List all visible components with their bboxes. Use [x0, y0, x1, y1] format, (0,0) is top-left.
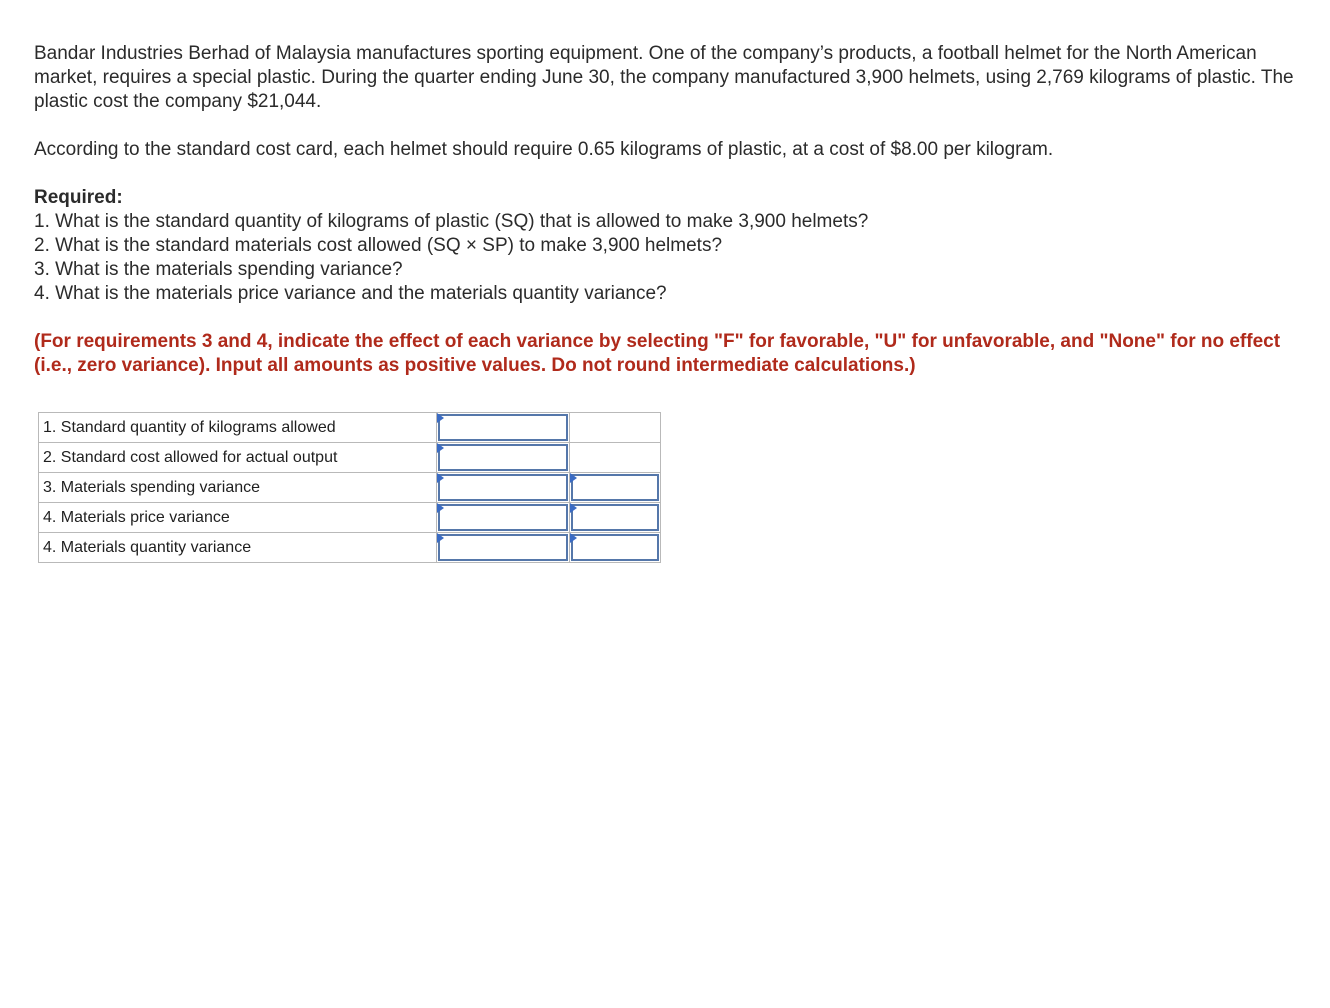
standard-cost-input[interactable] [440, 446, 566, 469]
price-variance-input[interactable] [440, 506, 566, 529]
instructions-text: (For requirements 3 and 4, indicate the effect of each variance by selecting "F" for favorable, "U" for unfavorable, and "None" for no effect (i.e., zero variance). Input all amounts as positive values. Do not round intermediate calculations.) [34, 331, 1281, 376]
problem-paragraph-1: Bandar Industries Berhad of Malaysia manufactures sporting equipment. One of the company’s products, a football helmet for the North American market, requires a special plastic. During the quarter ending June 30, the company manufactured 3,900 helmets, using 2,769 kilograms of plastic. The plastic cost the company $21,044. [34, 43, 1294, 112]
row-label: 3. Materials spending variance [39, 473, 437, 503]
effect-cell [570, 473, 661, 503]
requirement-item: 4. What is the materials price variance and the materials quantity variance? [34, 283, 667, 304]
row-label: 2. Standard cost allowed for actual output [39, 443, 437, 473]
requirement-item: 1. What is the standard quantity of kilograms of plastic (SQ) that is allowed to make 3,900 helmets? [34, 211, 869, 232]
table-row [39, 413, 661, 443]
amount-cell [437, 473, 570, 503]
spending-variance-effect-select[interactable] [573, 476, 657, 499]
quantity-variance-effect-select[interactable] [573, 536, 657, 559]
empty-cell [570, 443, 661, 473]
answer-table [38, 412, 661, 563]
row-label: 4. Materials price variance [39, 503, 437, 533]
price-variance-effect-select[interactable] [573, 506, 657, 529]
required-heading: Required: [34, 187, 123, 208]
amount-cell [437, 533, 570, 563]
amount-cell [437, 503, 570, 533]
quantity-variance-input[interactable] [440, 536, 566, 559]
row-label: 1. Standard quantity of kilograms allowed [39, 413, 437, 443]
amount-cell [437, 413, 570, 443]
table-row [39, 473, 661, 503]
table-row [39, 443, 661, 473]
effect-cell [570, 503, 661, 533]
table-row [39, 503, 661, 533]
requirement-item: 3. What is the materials spending variance? [34, 259, 403, 280]
requirements-list [34, 210, 1294, 306]
empty-cell [570, 413, 661, 443]
table-row [39, 533, 661, 563]
amount-cell [437, 443, 570, 473]
requirement-item: 2. What is the standard materials cost allowed (SQ × SP) to make 3,900 helmets? [34, 235, 723, 256]
problem-paragraph-2: According to the standard cost card, each helmet should require 0.65 kilograms of plastic, at a cost of $8.00 per kilogram. [34, 139, 1054, 160]
effect-cell [570, 533, 661, 563]
standard-quantity-input[interactable] [440, 416, 566, 439]
spending-variance-input[interactable] [440, 476, 566, 499]
problem-content [34, 42, 1294, 378]
row-label: 4. Materials quantity variance [39, 533, 437, 563]
